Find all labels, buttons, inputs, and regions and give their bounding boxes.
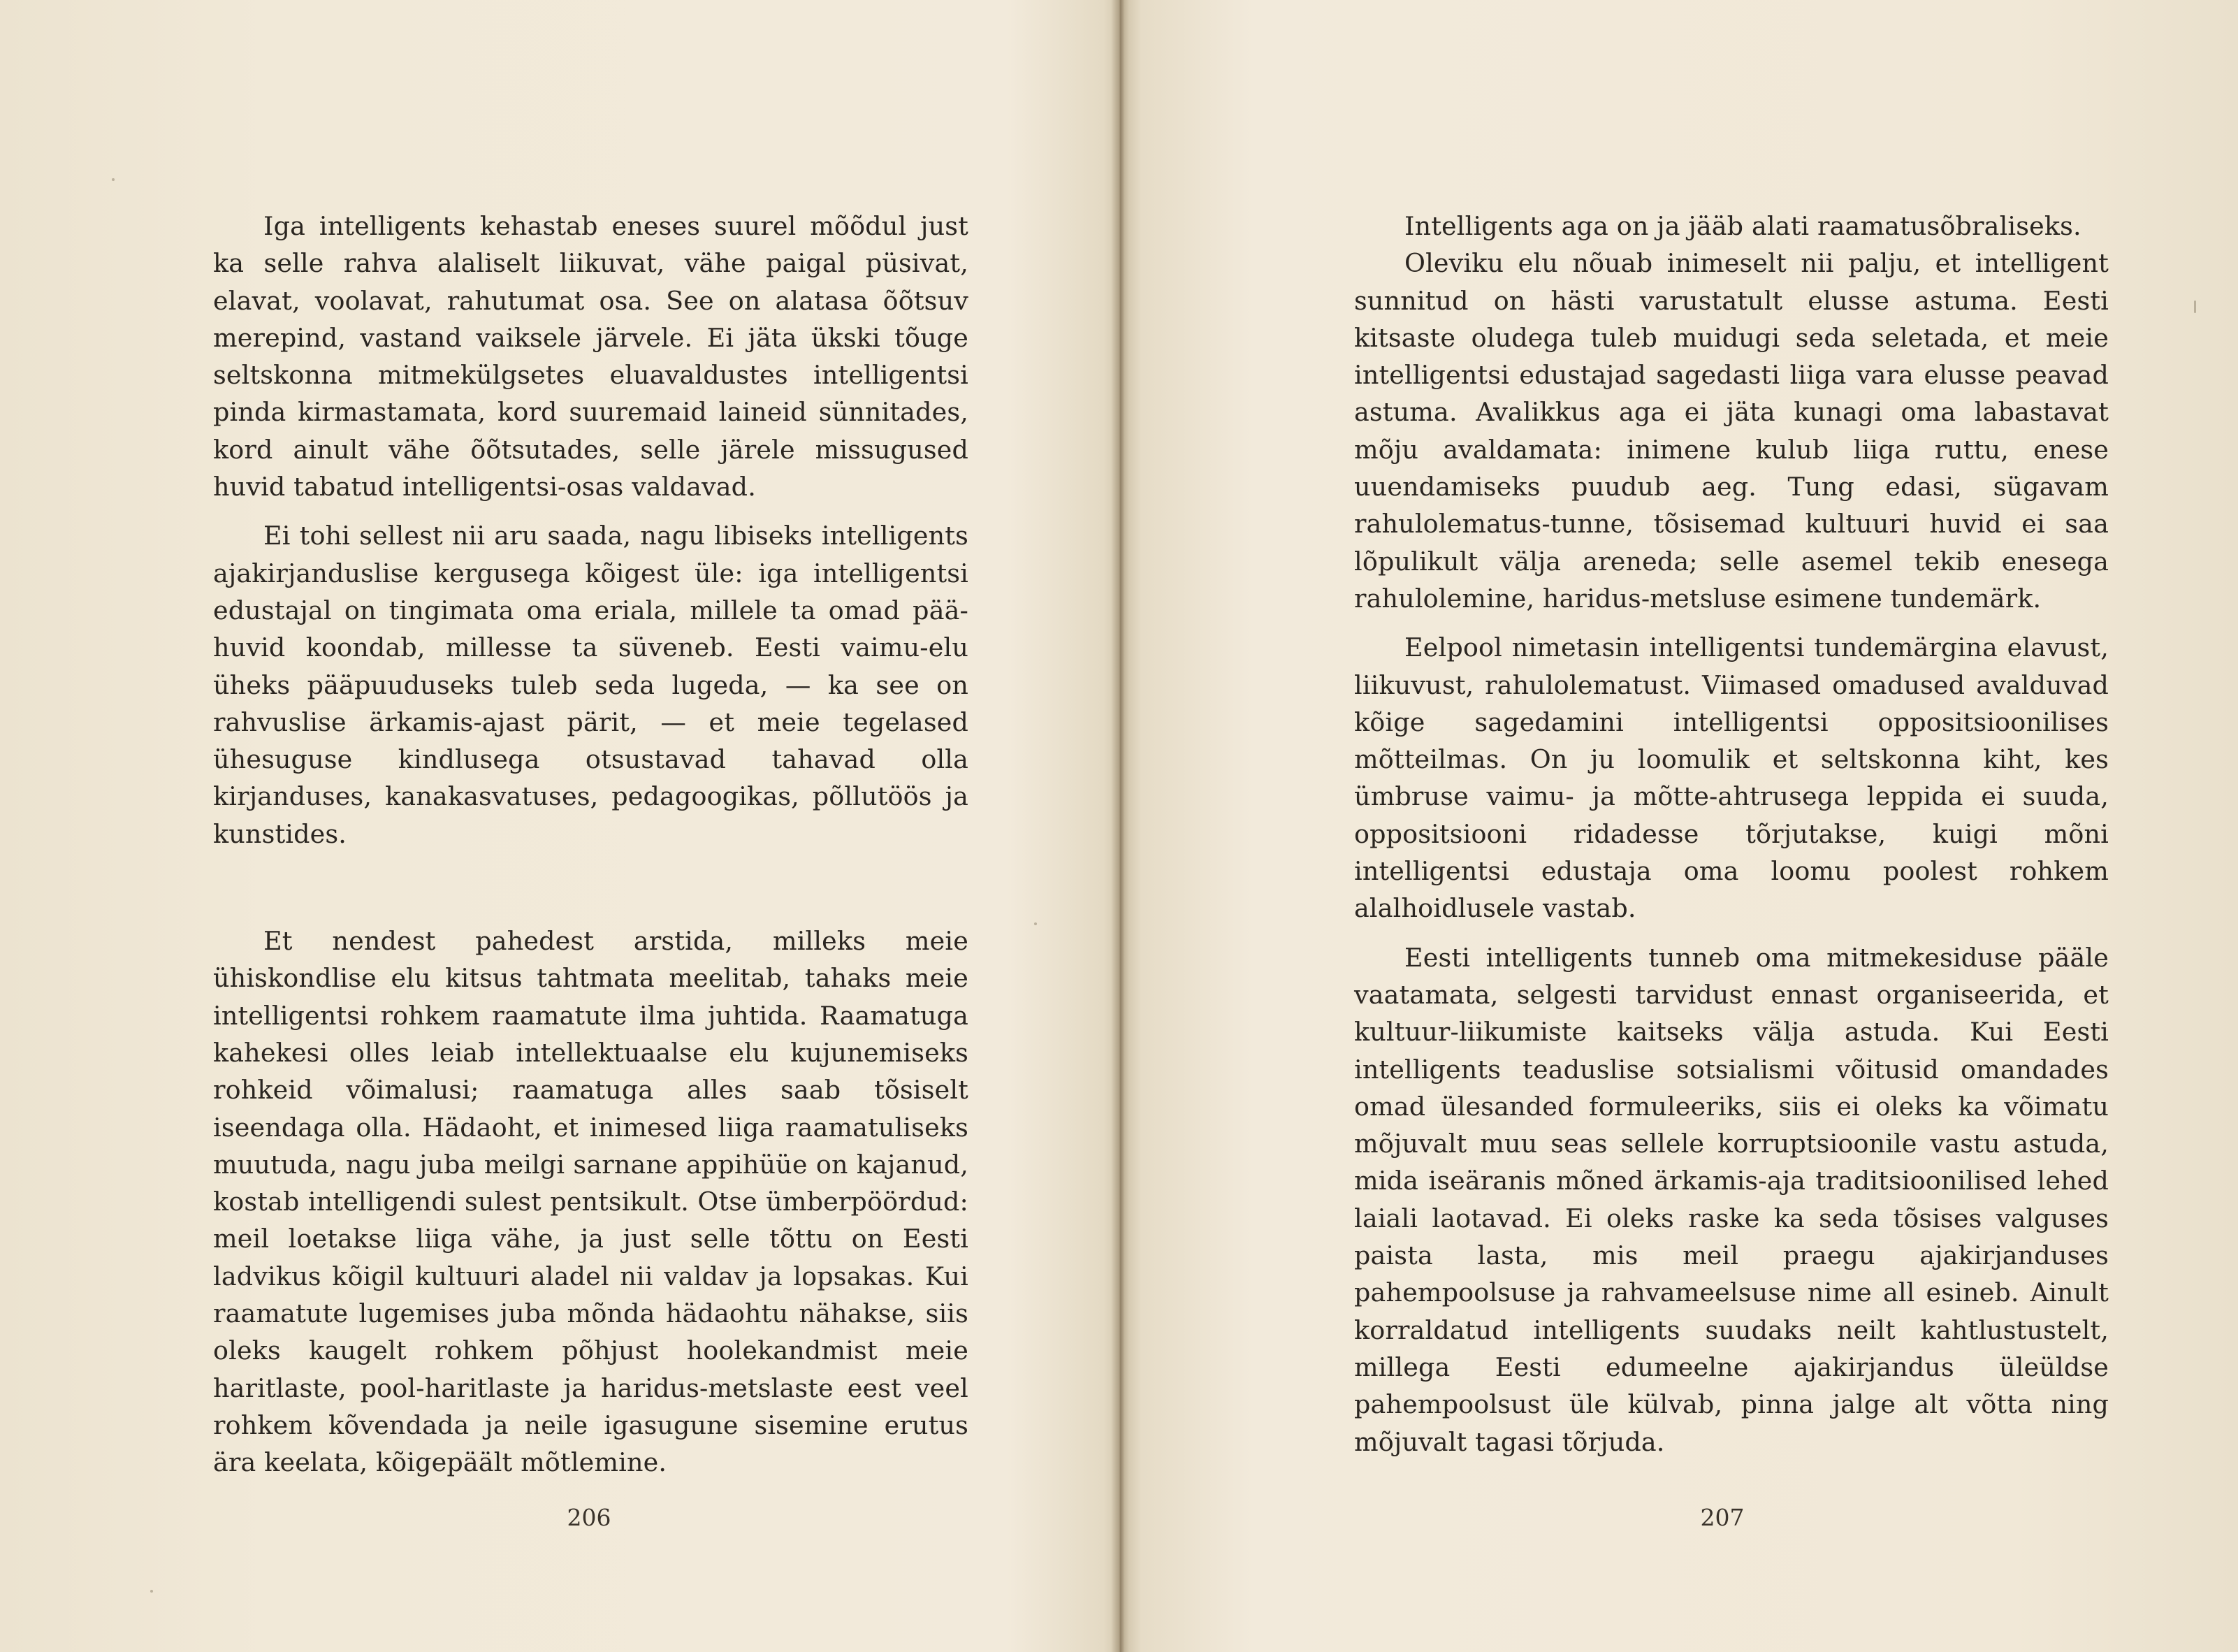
left-paragraph-1: Iga intelligents kehastab eneses suurel mõõdul just ka selle rahva alaliselt liikuvat, vähe paigal püsivat, elavat, voolavat, rahutumat osa. See on alatasa õõtsuv merepind, vastand vaiksele järvele. Ei jäta ükski tõuge seltskonna mitmekülgsetes eluavaldustes intelligentsi pinda kirmastamata, kord suuremaid laineid sünnitades, kord ainult vähe õõtsutades, selle järele missugused huvid tabatud intelligentsi-osas valdavad.: [213, 211, 968, 502]
right-page: [1125, 0, 2238, 1652]
right-paragraph-2: Oleviku elu nõuab inimeselt nii palju, et intelligent sunnitud on hästi varustatult elusse astuma. Eesti kitsaste oludega tuleb muidugi seda seletada, et meie intelligentsi edustajad sagedasti liiga vara elusse peavad astuma. Avalikkus aga ei jäta kunagi oma labastavat mõju avaldamata: inimene kulub liiga ruttu, enese uuendamiseks puudub aeg. Tung edasi, sügavam rahulolematus-tunne, tõsisemad kultuuri huvid ei saa lõpulikult välja areneda; selle asemel tekib enesega rahulolemine, haridus-metsluse esimene tundemärk.: [1354, 248, 2109, 614]
right-paragraph-3: Eelpool nimetasin intelligentsi tundemärgina elavust, liikuvust, rahulolematust. Viimased omadused avalduvad kõige sagedamini intelligentsi oppositsioonilises mõtteilmas. On ju loomulik et seltskonna kiht, kes ümbruse vaimu- ja mõtte-ahtrusega leppida ei suuda, oppositsiooni ridadesse tõrjutakse, kuigi mõni intelligentsi edustaja oma loomu poolest rohkem alalhoidlusele vastab.: [1354, 632, 2109, 924]
page-number: 206: [567, 1504, 611, 1531]
page-number: 207: [1700, 1504, 1745, 1531]
left-paragraph-2: Ei tohi sellest nii aru saada, nagu libiseks intelligents ajakirjanduslise kergusega kõigest üle: iga intelligentsi edustajal on tingimata oma eriala, millele ta omad pää-huvid koondab, millesse ta süveneb. Eesti vaimu-elu üheks pääpuuduseks tuleb seda lugeda, — ka see on rahvuslise ärkamis-ajast pärit, — et meie tegelased ühesuguse kindlusega otsustavad tahavad olla kirjanduses, kanakasvatuses, pedagoogikas, põllutöös ja kunstides.: [213, 521, 968, 849]
paper-speck: [150, 1590, 153, 1593]
left-page: [0, 0, 1118, 1652]
right-text-block: [1354, 208, 2109, 1461]
paper-speck: [2194, 300, 2196, 313]
left-text-block: [213, 208, 968, 1481]
paper-speck: [112, 178, 115, 181]
left-paragraph-3: Et nendest pahedest arstida, milleks meie ühiskondlise elu kitsus tahtmata meelitab, tahaks meie intelligentsi rohkem raamatute ilma juhtida. Raamatuga kahekesi olles leiab intellektuaalse elu kujunemiseks rohkeid võimalusi; raamatuga alles saab tõsiselt iseendaga olla. Hädaoht, et inimesed liiga raamatuliseks muutuda, nagu juba meilgi sarnane appihüüe on kajanud, kostab intelligendi sulest pentsikult. Otse ümberpöördud: meil loetakse liiga vähe, ja just selle tõttu on Eesti ladvikus kõigil kultuuri aladel nii valdav ja lopsakas. Kui raamatute lugemises juba mõnda hädaohtu nähakse, siis oleks kaugelt rohkem põhjust hoolekandmist meie haritlaste, pool-haritlaste ja haridus-metslaste eest veel rohkem kõvendada ja neile igasugune sisemine erutus ära keelata, kõigepäält mõtlemine.: [213, 926, 968, 1478]
right-paragraph-1: Intelligents aga on ja jääb alati raamatusõbraliseks.: [1404, 211, 2081, 241]
paper-speck: [1034, 922, 1037, 925]
right-paragraph-4: Eesti intelligents tunneb oma mitmekesiduse pääle vaatamata, selgesti tarvidust ennast organiseerida, et kultuur-liikumiste kaitseks välja astuda. Kui Eesti intelligents teaduslise sotsialismi võitusid omandades omad ülesanded formuleeriks, siis ei oleks ka võimatu mõjuvalt muu seas sellele korruptsioonile vastu astuda, mida iseäranis mõned ärkamis-aja traditsioonilised lehed laiali laotavad. Ei oleks raske ka seda tõsises valguses paista lasta, mis meil praegu ajakirjanduses pahempoolsuse ja rahvameelsuse nime all esineb. Ainult korraldatud intelligents suudaks neilt kahtlustustelt, millega Eesti edumeelne ajakirjandus üleüldse pahempoolsust üle külvab, pinna jalge alt võtta ning mõjuvalt tagasi tõrjuda.: [1354, 942, 2109, 1457]
